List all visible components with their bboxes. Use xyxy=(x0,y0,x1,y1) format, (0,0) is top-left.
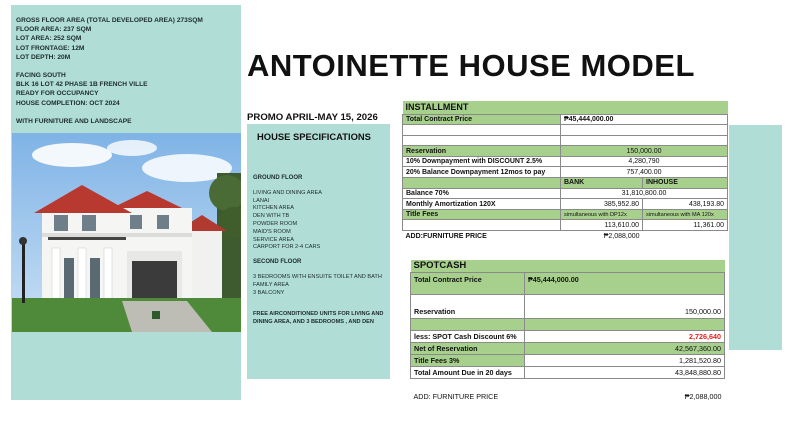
furniture-label: ADD:FURNITURE PRICE xyxy=(405,232,487,240)
tcp-label: Total Contract Price xyxy=(403,114,561,125)
spec-item: LANAI xyxy=(253,197,270,204)
detail-line: LOT FRONTAGE: 12M xyxy=(16,44,85,52)
spot-discount-value: 2,726,640 xyxy=(525,330,725,342)
spot-total-label: Total Amount Due in 20 days xyxy=(411,366,525,378)
spec-item: FAMILY AREA xyxy=(253,281,289,288)
title-fees-bank-note: simultaneous with DP12x xyxy=(561,209,643,220)
balance-value: 31,810,800.00 xyxy=(561,188,728,199)
balance-dp-label: 20% Balance Downpayment 12mos to pay xyxy=(403,167,561,178)
title-fees-label: Title Fees xyxy=(403,209,561,220)
detail-line: FACING SOUTH xyxy=(16,72,66,80)
house-illustration xyxy=(12,133,241,332)
spot-tcp-value: ₱45,444,000.00 xyxy=(525,272,725,294)
second-floor-heading: SECOND FLOOR xyxy=(253,259,302,266)
spec-item: KITCHEN AREA xyxy=(253,205,295,212)
spot-furniture-value: ₱2,088,000 xyxy=(684,391,722,401)
spotcash-table xyxy=(410,260,725,402)
reservation-value: 150,000.00 xyxy=(561,146,728,157)
downpayment-label: 10% Downpayment with DISCOUNT 2.5% xyxy=(403,156,561,167)
specs-list xyxy=(253,175,385,327)
detail-line: LOT AREA: 252 SQM xyxy=(16,35,82,43)
amortization-inhouse: 438,193.80 xyxy=(643,199,728,210)
title-fees-inhouse-note: simultaneous with MA 120x xyxy=(643,209,728,220)
spot-title-fees-value: 1,281,520.80 xyxy=(525,354,725,366)
spot-total-value: 43,848,880.80 xyxy=(525,366,725,378)
house-photo xyxy=(12,133,241,332)
right-accent-panel xyxy=(729,125,782,350)
detail-line: WITH FURNITURE AND LANDSCAPE xyxy=(16,117,132,125)
spec-item: SERVICE AREA xyxy=(253,236,294,243)
spotcash-heading: SPOTCASH xyxy=(411,260,725,272)
detail-line: READY FOR OCCUPANCY xyxy=(16,90,99,98)
spec-item: CARPORT FOR 2-4 CARS xyxy=(253,244,321,251)
detail-line: FLOOR AREA: 237 SQM xyxy=(16,26,92,34)
downpayment-value: 4,280,790 xyxy=(561,156,728,167)
reservation-label: Reservation xyxy=(403,146,561,157)
amortization-label: Monthly Amortization 120X xyxy=(403,199,561,210)
spec-item: POWDER ROOM xyxy=(253,220,298,227)
spec-item: DEN WITH TB xyxy=(253,213,290,220)
promo-text: PROMO APRIL-MAY 15, 2026 xyxy=(247,112,378,123)
tcp-value: ₱45,444,000.00 xyxy=(561,114,728,125)
detail-line: GROSS FLOOR AREA (TOTAL DEVELOPED AREA) 273SQM xyxy=(16,17,203,24)
spec-item: 3 BEDROOMS WITH ENSUITE TOILET AND BATH xyxy=(253,273,382,280)
specs-title: HOUSE SPECIFICATIONS xyxy=(257,131,371,142)
spot-net-label: Net of Reservation xyxy=(411,342,525,354)
spot-reservation-label: Reservation xyxy=(411,294,525,318)
title-fees-bank: 113,610.00 xyxy=(561,220,643,231)
page-title: ANTOINETTE HOUSE MODEL xyxy=(247,48,695,83)
title-fees-inhouse: 11,361.00 xyxy=(643,220,728,231)
furniture-value: ₱2,088,000 xyxy=(603,232,640,240)
spec-item: 3 BALCONY xyxy=(253,289,285,296)
spec-item: LIVING AND DINING AREA xyxy=(253,189,323,196)
ground-floor-heading: GROUND FLOOR xyxy=(253,175,303,181)
detail-line: BLK 16 LOT 42 PHASE 1B FRENCH VILLE xyxy=(16,81,148,89)
aircon-note: FREE AIRCONDITIONED UNITS FOR LIVING AND DINING AREA, AND 3 BEDROOMS , AND DEN xyxy=(253,311,384,326)
spot-furniture-label: ADD: FURNITURE PRICE xyxy=(413,391,499,401)
inhouse-column-header: INHOUSE xyxy=(643,178,728,189)
bank-column-header: BANK xyxy=(561,178,643,189)
property-details xyxy=(16,16,238,126)
detail-line: HOUSE COMPLETION: OCT 2024 xyxy=(16,99,120,107)
spot-reservation-value: 150,000.00 xyxy=(525,294,725,318)
installment-table xyxy=(402,101,728,241)
spot-discount-label: less: SPOT Cash Discount 6% xyxy=(411,330,525,342)
amortization-bank: 385,952.80 xyxy=(561,199,643,210)
spot-title-fees-label: Title Fees 3% xyxy=(411,354,525,366)
detail-line: LOT DEPTH: 20M xyxy=(16,53,71,61)
spot-net-value: 42,567,360.00 xyxy=(525,342,725,354)
installment-heading: INSTALLMENT xyxy=(403,101,728,114)
balance-label: Balance 70% xyxy=(403,188,561,199)
balance-dp-value: 757,400.00 xyxy=(561,167,728,178)
spot-tcp-label: Total Contract Price xyxy=(411,272,525,294)
spec-item: MAID'S ROOM xyxy=(253,228,291,235)
